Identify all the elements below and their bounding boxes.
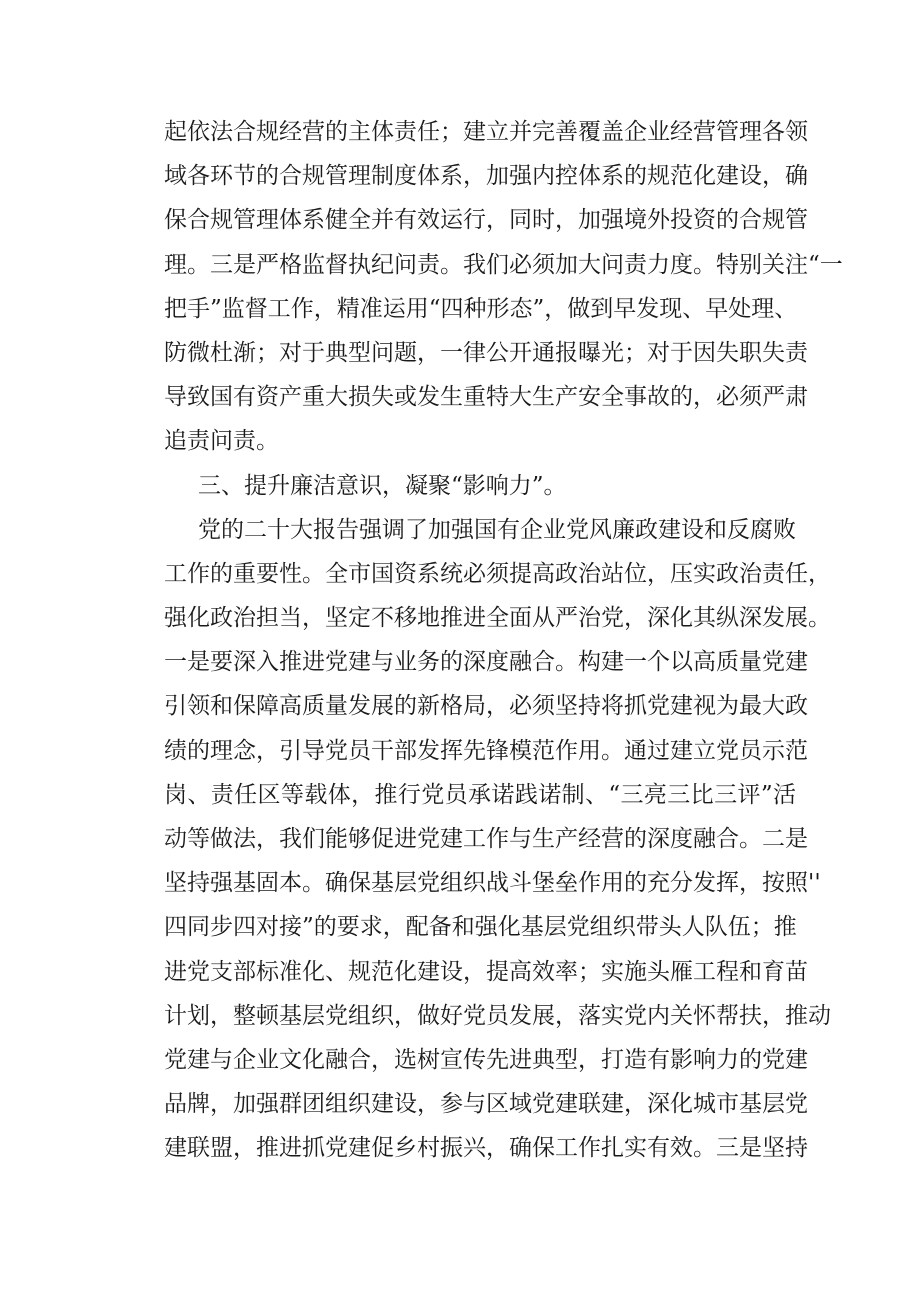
text-line: 保合规管理体系健全并有效运行，同时，加强境外投资的合规管 bbox=[164, 207, 808, 234]
text-line: 把手”监督工作，精准运用“四种形态”，做到早发现、早处理、 bbox=[164, 295, 798, 322]
text-line: 动等做法，我们能够促进党建工作与生产经营的深度融合。二是 bbox=[164, 826, 808, 852]
text-line: 理。三是严格监督执纪问责。我们必须加大问责力度。特别关注“一 bbox=[164, 251, 843, 278]
paragraph-first-line: 党的二十大报告强调了加强国有企业党风廉政建设和反腐败 bbox=[198, 516, 796, 543]
text-line: 工作的重要性。全市国资系统必须提高政治站位，压实政治责任， bbox=[164, 560, 831, 587]
text-line: 党建与企业文化融合，选树宣传先进典型，打造有影响力的党建 bbox=[164, 1046, 808, 1073]
text-line: 进党支部标准化、规范化建设，提高效率；实施头雁工程和育苗 bbox=[164, 958, 808, 985]
text-line: 追责问责。 bbox=[164, 428, 279, 455]
text-line: 防微杜渐；对于典型问题，一律公开通报曝光；对于因失职失责 bbox=[164, 339, 808, 366]
text-line: 强化政治担当，坚定不移地推进全面从严治党，深化其纵深发展。 bbox=[164, 605, 831, 632]
text-line: 一是要深入推进党建与业务的深度融合。构建一个以高质量党建 bbox=[164, 649, 808, 676]
text-line: 绩的理念，引导党员干部发挥先锋模范作用。通过建立党员示范 bbox=[164, 737, 808, 764]
text-line: 坚持强基固本。确保基层党组织战斗堡垒作用的充分发挥，按照'' bbox=[164, 870, 821, 897]
document-body bbox=[164, 110, 843, 1171]
text-line: 引领和保障高质量发展的新格局，必须坚持将抓党建视为最大政 bbox=[164, 693, 808, 720]
text-line: 域各环节的合规管理制度体系，加强内控体系的规范化建设，确 bbox=[164, 163, 808, 190]
text-line: 品牌，加强群团组织建设，参与区域党建联建，深化城市基层党 bbox=[164, 1091, 808, 1118]
text-line: 岗、责任区等载体，推行党员承诺践诺制、“三亮三比三评”活 bbox=[164, 781, 796, 808]
text-line: 起依法合规经营的主体责任；建立并完善覆盖企业经营管理各领 bbox=[164, 119, 808, 145]
text-line: 计划，整顿基层党组织，做好党员发展，落实党内关怀帮扶，推动 bbox=[164, 1002, 831, 1029]
text-line: 导致国有资产重大损失或发生重特大生产安全事故的，必须严肃 bbox=[164, 384, 808, 411]
text-line: 建联盟，推进抓党建促乡村振兴，确保工作扎实有效。三是坚持 bbox=[164, 1135, 808, 1162]
section-heading: 三、提升廉洁意识，凝聚“影响力”。 bbox=[198, 472, 567, 499]
text-line: 四同步四对接”的要求，配备和强化基层党组织带头人队伍；推 bbox=[164, 914, 797, 941]
